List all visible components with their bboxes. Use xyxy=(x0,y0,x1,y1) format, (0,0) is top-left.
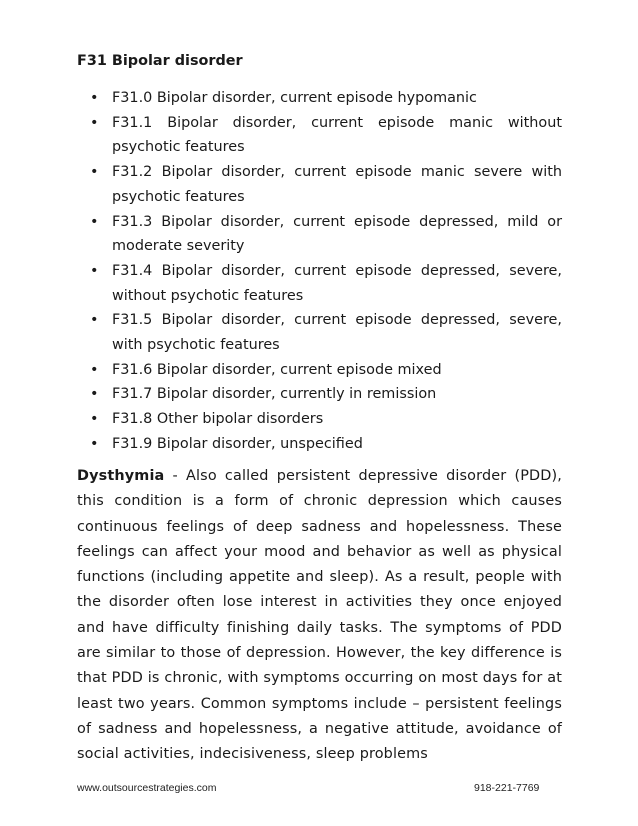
list-item xyxy=(77,407,562,432)
bullet-icon: • xyxy=(90,411,99,428)
list-item-text: F31.6 Bipolar disorder, current episode mixed xyxy=(112,361,442,378)
list-item-text: F31.4 Bipolar disorder, current episode depressed, severe, without psychotic features xyxy=(112,262,562,304)
list-item-text: F31.0 Bipolar disorder, current episode hypomanic xyxy=(112,90,477,106)
list-item xyxy=(77,382,562,407)
bullet-icon: • xyxy=(90,90,99,106)
list-item xyxy=(77,432,562,457)
bullet-icon: • xyxy=(90,262,99,279)
bullet-icon: • xyxy=(90,114,99,131)
bullet-icon: • xyxy=(90,386,99,403)
list-item xyxy=(77,259,562,308)
list-item xyxy=(77,308,562,357)
list-item-text: F31.5 Bipolar disorder, current episode depressed, severe, with psychotic features xyxy=(112,312,562,354)
paragraph-body: - Also called persistent depressive disorder (PDD), this condition is a form of chronic depression which causes continuous feelings of deep sadness and hopelessness. These feelings can affect your mood and behavior as well as physical functions (including appetite and sleep). As a result, people with the disorder often lose interest in activities they once enjoyed and have difficulty finishing daily tasks. The symptoms of PDD are similar to those of depression. However, the key difference is that PDD is chronic, with symptoms occurring on most days for at least two years. Common symptoms include – persistent feelings of sadness and hopelessness, a negative attitude, avoidance of social activities, indecisiveness, sleep problems xyxy=(77,468,562,763)
list-item-text: F31.2 Bipolar disorder, current episode manic severe with psychotic features xyxy=(112,164,562,205)
section-heading: F31 Bipolar disorder xyxy=(77,53,243,69)
footer-website: www.outsourcestrategies.com xyxy=(77,782,217,794)
list-item-text: F31.9 Bipolar disorder, unspecified xyxy=(112,435,363,452)
footer-phone: 918-221-7769 xyxy=(474,782,540,794)
list-item xyxy=(77,86,562,111)
bullet-icon: • xyxy=(90,361,99,378)
list-item xyxy=(77,358,562,383)
list-item xyxy=(77,210,562,259)
list-item-text: F31.7 Bipolar disorder, currently in remission xyxy=(112,386,437,403)
list-item-text: F31.1 Bipolar disorder, current episode manic without psychotic features xyxy=(112,114,562,156)
list-item xyxy=(77,160,562,209)
list-item xyxy=(77,111,562,160)
bullet-icon: • xyxy=(90,213,99,230)
code-list xyxy=(77,86,562,457)
bullet-icon: • xyxy=(90,435,99,452)
bullet-icon: • xyxy=(90,312,99,329)
dysthymia-paragraph xyxy=(77,464,562,768)
paragraph-term: Dysthymia xyxy=(77,468,165,484)
list-item-text: F31.3 Bipolar disorder, current episode depressed, mild or moderate severity xyxy=(112,213,562,255)
bullet-icon: • xyxy=(90,164,99,181)
list-item-text: F31.8 Other bipolar disorders xyxy=(112,411,324,428)
